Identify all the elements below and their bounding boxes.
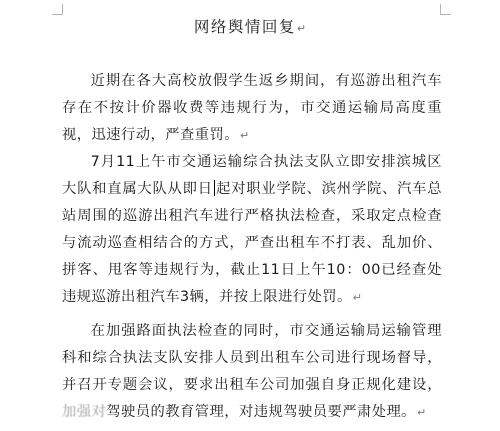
paragraph-1-text: 近期在各大高校放假学生返乡期间，有巡游出租汽车存在不按计价器收费等违规行为，市交通运输局高度重视，迅速行动，严查重罚。 — [62, 73, 442, 143]
paragraph-mark-icon: ↵ — [239, 129, 250, 142]
text-cursor — [214, 180, 215, 196]
paragraph-3-text-end: 驾驶员的教育管理，对违规驾驶员要严肃处理。 — [106, 404, 416, 420]
top-right-margin-marker — [440, 4, 451, 15]
top-left-margin-marker — [52, 4, 63, 15]
document-title-text: 网络舆情回复 — [193, 18, 296, 36]
paragraph-3-blurred-text: 加强对 — [62, 404, 107, 420]
paragraph-3[interactable] — [62, 318, 442, 426]
paragraph-mark-icon: ↵ — [416, 406, 427, 419]
paragraph-2-text-start: 7月11上午市交通运输综合执法支队立即安排滨城区大队和直属大队从即日 — [62, 154, 442, 197]
paragraph-mark-icon: ↵ — [352, 291, 362, 304]
paragraph-2[interactable] — [62, 149, 442, 311]
paragraph-mark-icon: ↵ — [296, 22, 307, 35]
paragraph-1[interactable] — [62, 68, 442, 149]
paragraph-3-text-start: 在加强路面执法检查的同时，市交通运输局运输管理科和综合执法支队安排人员到出租车公司进行现场督导，并召开专题会议，要求出租车公司加强自身正规化建设， — [62, 323, 442, 393]
paragraph-2-text-end: 起对职业学院、滨州学院、汽车总站周围的巡游出租汽车进行严格执法检查，采取定点检查与流动巡查相结合的方式，严查出租车不打表、乱加价、拼客、甩客等违规行为，截止11日上午10：00已经查处违规巡游出租汽车3辆，并按上限进行处罚。 — [62, 181, 443, 305]
document-title[interactable] — [0, 16, 500, 40]
